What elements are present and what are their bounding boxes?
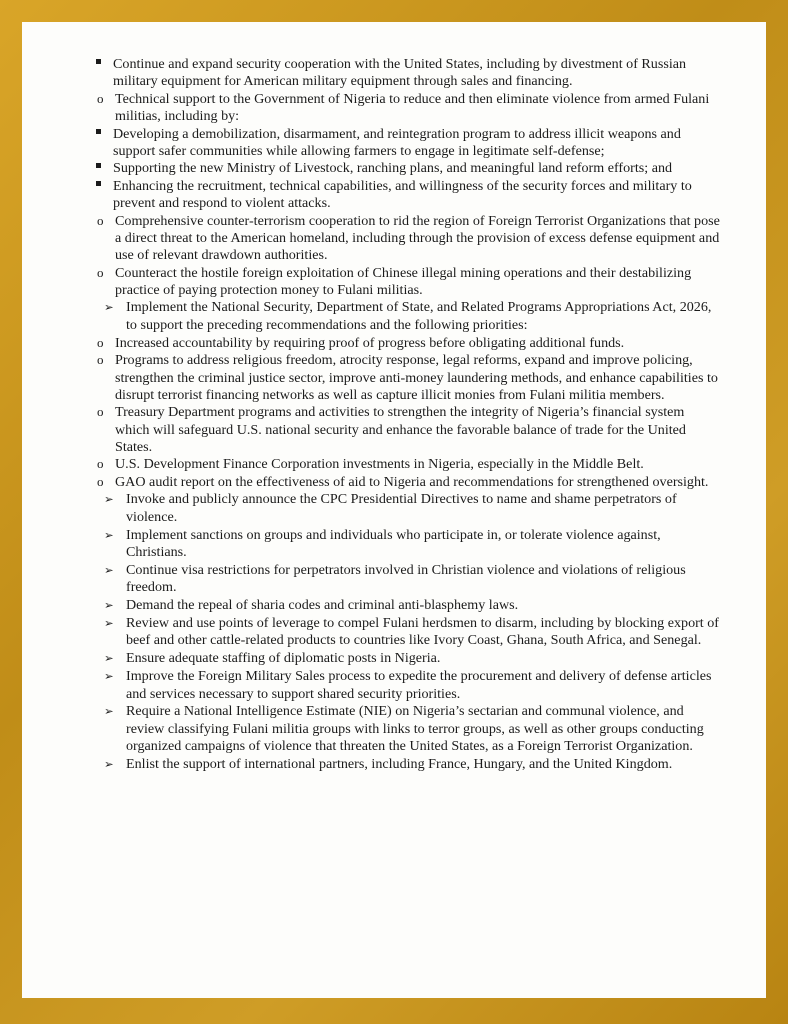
outline-item-text: U.S. Development Finance Corporation investments in Nigeria, especially in the Middle Belt. — [115, 456, 644, 473]
square-bullet-icon — [96, 59, 101, 64]
square-bullet-icon — [96, 163, 101, 168]
outline-item — [104, 650, 720, 667]
arrow-bullet-icon: ➢ — [104, 300, 114, 315]
circle-bullet-icon: o — [97, 404, 104, 420]
outline-list-level-2 — [68, 91, 720, 126]
outline-item-text: Improve the Foreign Military Sales process to expedite the procurement and delivery of defense articles and services necessary to support shared security priorities. — [126, 668, 712, 702]
arrow-bullet-icon: ➢ — [104, 669, 114, 684]
outline-item — [95, 335, 720, 352]
circle-bullet-icon: o — [97, 456, 104, 472]
outline-item — [95, 474, 720, 491]
outline-item — [95, 404, 720, 456]
circle-bullet-icon: o — [97, 212, 104, 228]
arrow-bullet-icon: ➢ — [104, 616, 114, 630]
outline-item-text: Developing a demobilization, disarmament, and reintegration program to address illicit weapons and support safer communities while allowing farmers to engage in legitimate self-defense; — [113, 125, 681, 159]
outline-item — [104, 615, 720, 650]
outline-item — [104, 756, 720, 773]
square-bullet-icon — [96, 129, 101, 134]
outline-item-text: Demand the repeal of sharia codes and criminal anti-blasphemy laws. — [126, 597, 519, 614]
outline-item — [95, 456, 720, 473]
outline-item-text: Implement the National Security, Department of State, and Related Programs Appropriations Act, 2026, to support the preceding recommendations and the following priorities: — [126, 299, 712, 333]
outline-list-level-1 — [68, 491, 720, 773]
outline-item — [95, 265, 720, 300]
outline-item-text: GAO audit report on the effectiveness of aid to Nigeria and recommendations for strengthened oversight. — [115, 473, 709, 490]
outline-item — [95, 91, 720, 126]
arrow-bullet-icon: ➢ — [104, 562, 114, 577]
outline-item-text: Technical support to the Government of Nigeria to reduce and then eliminate violence from armed Fulani militias, including by: — [115, 90, 710, 125]
outline-item — [95, 213, 720, 265]
outline-item-text: Review and use points of leverage to compel Fulani herdsmen to disarm, including by blocking export of beef and other cattle-related products to countries like Ivory Coast, Ghana, South Africa, and Senegal. — [126, 615, 719, 649]
outline-list-level-2 — [68, 213, 720, 300]
outline-item — [104, 703, 720, 755]
outline-item-text: Require a National Intelligence Estimate (NIE) on Nigeria’s sectarian and communal violence, and review classifying Fulani militia groups with links to terror groups, as well as other groups conducting organized campaigns of violence that threaten the United States, as a Foreign Terrorist Organization. — [126, 703, 704, 755]
outline-item — [93, 56, 720, 91]
arrow-bullet-icon: ➢ — [104, 598, 114, 613]
outline-list-level-2 — [68, 335, 720, 492]
outline-item-text: Increased accountability by requiring proof of progress before obligating additional funds. — [115, 334, 625, 351]
circle-bullet-icon: o — [97, 352, 104, 368]
document-body — [68, 56, 720, 774]
circle-bullet-icon: o — [97, 90, 104, 106]
outline-item-text: Enhancing the recruitment, technical capabilities, and willingness of the security forces and military to prevent and respond to violent attacks. — [113, 177, 692, 212]
outline-item — [93, 126, 720, 161]
outline-item-text: Programs to address religious freedom, atrocity response, legal reforms, expand and improve policing, strengthen the criminal justice sector, improve anti-money laundering methods, and enhance capabilities to disrupt terrorist financing networks as well as capture illicit monies from Fulani militia members. — [115, 352, 718, 403]
outline-item-text: Treasury Department programs and activities to strengthen the integrity of Nigeria’s financial system which will safeguard U.S. national security and enhance the favorable balance of trade for the United States. — [115, 404, 686, 456]
arrow-bullet-icon: ➢ — [104, 704, 114, 719]
outline-item — [95, 352, 720, 404]
arrow-bullet-icon: ➢ — [104, 527, 114, 542]
arrow-bullet-icon: ➢ — [104, 492, 114, 507]
outline-item-text: Enlist the support of international partners, including France, Hungary, and the United Kingdom. — [126, 756, 673, 773]
outline-item-text: Continue and expand security cooperation with the United States, including by divestment of Russian military equipment for American military equipment through sales and financing. — [113, 56, 687, 90]
outline-list-level-3 — [68, 56, 720, 91]
outline-item-text: Continue visa restrictions for perpetrators involved in Christian violence and violations of religious freedom. — [126, 561, 686, 596]
outline-item — [104, 491, 720, 526]
outline-item — [104, 597, 720, 614]
circle-bullet-icon: o — [97, 264, 104, 280]
square-bullet-icon — [96, 181, 101, 186]
outline-item-text: Counteract the hostile foreign exploitation of Chinese illegal mining operations and their destabilizing practice of paying protection money to Fulani militias. — [115, 264, 692, 299]
circle-bullet-icon: o — [97, 334, 104, 350]
arrow-bullet-icon: ➢ — [104, 651, 114, 666]
outline-item-text: Supporting the new Ministry of Livestock, ranching plans, and meaningful land reform efforts; and — [113, 160, 673, 177]
outline-item — [104, 562, 720, 597]
outline-item-text: Ensure adequate staffing of diplomatic posts in Nigeria. — [126, 650, 441, 667]
outline-item — [104, 299, 720, 334]
arrow-bullet-icon: ➢ — [104, 757, 114, 772]
circle-bullet-icon: o — [97, 473, 104, 489]
outline-list-level-1 — [68, 299, 720, 334]
outline-item — [93, 178, 720, 213]
outline-item — [104, 527, 720, 562]
outline-item — [104, 668, 720, 703]
outline-item-text: Comprehensive counter-terrorism cooperation to rid the region of Foreign Terrorist Organizations that pose a direct threat to the American homeland, including through the provision of excess defense equipment and use of relevant drawdown authorities. — [115, 212, 720, 264]
outline-list-level-3 — [68, 126, 720, 213]
document-paper — [22, 22, 766, 998]
outline-item-text: Implement sanctions on groups and individuals who participate in, or tolerate violence against, Christians. — [126, 526, 661, 560]
outline-item — [93, 160, 720, 177]
outline-item-text: Invoke and publicly announce the CPC Presidential Directives to name and shame perpetrators of violence. — [126, 491, 677, 525]
